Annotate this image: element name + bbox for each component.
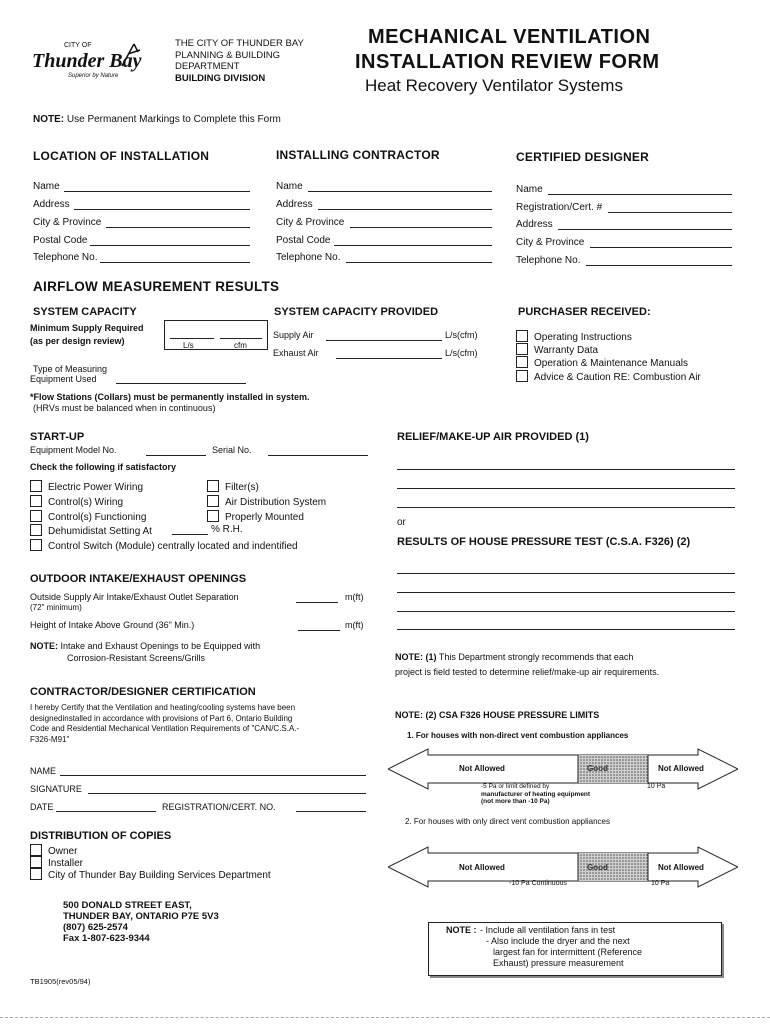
mailing-address: [63, 900, 219, 944]
design-review-label: (as per design review): [30, 336, 125, 346]
contractor-phone-field[interactable]: [346, 262, 492, 263]
relief-line-1[interactable]: [397, 469, 735, 470]
d1-good-label: Good: [587, 764, 608, 773]
distribution-owner[interactable]: Owner: [30, 844, 77, 857]
case2-label: 2. For houses with only direct vent combustion appliances: [405, 817, 610, 826]
airflow-heading: AIRFLOW MEASUREMENT RESULTS: [33, 279, 280, 294]
screens-note-line2: Corrosion-Resistant Screens/Grills: [67, 653, 206, 663]
capacity-provided-heading: SYSTEM CAPACITY PROVIDED: [274, 306, 439, 318]
relief-line-3[interactable]: [397, 507, 735, 508]
designer-city-field[interactable]: [590, 247, 732, 248]
bottom-scan-edge: [0, 1017, 770, 1018]
distribution-city[interactable]: City of Thunder Bay Building Services Department: [30, 868, 271, 881]
permanent-markings-note: NOTE: Use Permanent Markings to Complete this Form: [33, 114, 281, 125]
designer-address-label: Address: [516, 219, 553, 230]
contractor-city-label: City & Province: [276, 217, 345, 228]
screens-note: NOTE: Intake and Exhaust Openings to be Equipped with: [30, 641, 261, 651]
checkbox[interactable]: [207, 495, 219, 507]
d2-not-allowed-right: Not Allowed: [658, 863, 704, 872]
logo-small-text: CITY OF: [64, 42, 92, 49]
cert-name-field[interactable]: [60, 775, 366, 776]
pressure-line-3[interactable]: [397, 611, 735, 612]
certification-heading: CONTRACTOR/DESIGNER CERTIFICATION: [30, 686, 256, 698]
location-city-label: City & Province: [33, 217, 102, 228]
or-label: or: [397, 517, 406, 528]
fans-note-line4: Exhaust) pressure measurement: [493, 958, 624, 968]
form-subtitle: Heat Recovery Ventilator Systems: [365, 76, 623, 95]
d2-low-limit: -10 Pa Continuous: [509, 880, 567, 887]
purchaser-item-manuals[interactable]: Operation & Maintenance Manuals: [516, 356, 688, 369]
checkbox[interactable]: [516, 370, 528, 382]
min-supply-box[interactable]: [164, 320, 268, 350]
startup-heading: START-UP: [30, 431, 85, 443]
checkbox[interactable]: [30, 524, 42, 536]
contractor-address-field[interactable]: [318, 209, 492, 210]
contractor-phone-label: Telephone No.: [276, 252, 341, 263]
form-title-line2: INSTALLATION REVIEW FORM: [355, 51, 660, 73]
exhaust-air-unit: L/s(cfm): [445, 348, 478, 358]
purchaser-item-combustion[interactable]: Advice & Caution RE: Combustion Air: [516, 370, 701, 383]
checkbox[interactable]: [207, 510, 219, 522]
outdoor-heading: OUTDOOR INTAKE/EXHAUST OPENINGS: [30, 573, 247, 585]
supply-air-field[interactable]: [326, 340, 442, 341]
rh-label: % R.H.: [211, 524, 243, 535]
d2-not-allowed-left: Not Allowed: [459, 863, 505, 872]
model-field[interactable]: [146, 455, 206, 456]
note1-line1: NOTE: (1) This Department strongly recommends that each: [395, 652, 634, 662]
exhaust-air-field[interactable]: [336, 358, 442, 359]
min-supply-cfm-field[interactable]: [220, 338, 262, 339]
designer-phone-label: Telephone No.: [516, 255, 581, 266]
cert-line: I hereby Certify that the Ventilation and heating/cooling systems have been: [30, 703, 296, 712]
check-filters[interactable]: Filter(s): [207, 480, 259, 493]
designer-reg-label: Registration/Cert. #: [516, 202, 603, 213]
dept-line: BUILDING DIVISION: [175, 72, 266, 84]
check-control-wiring[interactable]: Control(s) Wiring: [30, 495, 123, 508]
address-line: Fax 1-807-623-9344: [63, 933, 150, 944]
contractor-city-field[interactable]: [350, 227, 492, 228]
fans-note-label: NOTE :: [446, 925, 477, 935]
check-air-distribution[interactable]: Air Distribution System: [207, 495, 326, 508]
d1-not-allowed-right: Not Allowed: [658, 764, 704, 773]
cert-line: F326-M91": [30, 734, 70, 744]
dehumidistat-field[interactable]: [172, 534, 208, 535]
contractor-name-label: Name: [276, 181, 303, 192]
check-electric-wiring[interactable]: Electric Power Wiring: [30, 480, 143, 493]
cert-signature-field[interactable]: [88, 793, 366, 794]
cert-line: Code and Residential Mechanical Ventilation Requirements of "CAN/C.S.A.-: [30, 724, 300, 733]
location-postal-field[interactable]: [90, 245, 250, 246]
check-control-switch[interactable]: Control Switch (Module) centrally located and indentified: [30, 539, 298, 552]
check-dehumidistat[interactable]: Dehumidistat Setting At: [30, 524, 152, 537]
purchaser-item-warranty[interactable]: Warranty Data: [516, 343, 598, 356]
check-properly-mounted[interactable]: Properly Mounted: [207, 510, 304, 523]
designer-city-label: City & Province: [516, 237, 585, 248]
checkbox[interactable]: [207, 480, 219, 492]
fans-note-line2: - Also include the dryer and the next: [486, 936, 630, 946]
location-heading: LOCATION OF INSTALLATION: [33, 149, 210, 163]
address-line: (807) 625-2574: [63, 922, 128, 933]
dept-line: THE CITY OF THUNDER BAY: [175, 38, 304, 49]
logo-tagline: Superior by Nature: [68, 73, 119, 79]
designer-phone-field[interactable]: [586, 265, 732, 266]
location-name-label: Name: [33, 181, 60, 192]
relief-line-2[interactable]: [397, 488, 735, 489]
supply-air-label: Supply Air: [273, 330, 314, 340]
height-unit: m(ft): [345, 620, 364, 630]
checkbox[interactable]: [30, 495, 42, 507]
separation-field[interactable]: [296, 602, 338, 603]
checkbox[interactable]: [30, 480, 42, 492]
designer-heading: CERTIFIED DESIGNER: [516, 150, 649, 164]
height-label: Height of Intake Above Ground (36" Min.): [30, 620, 195, 630]
pressure-test-heading: RESULTS OF HOUSE PRESSURE TEST (C.S.A. F326) (2): [397, 536, 691, 548]
location-phone-label: Telephone No.: [33, 252, 98, 263]
check-control-functioning[interactable]: Control(s) Functioning: [30, 510, 146, 523]
checkbox[interactable]: [516, 330, 528, 342]
designer-name-field[interactable]: [548, 194, 732, 195]
department-block: [175, 38, 304, 84]
relief-heading: RELIEF/MAKE-UP AIR PROVIDED (1): [397, 431, 589, 443]
min-supply-ls-field[interactable]: [170, 338, 214, 339]
location-address-field[interactable]: [74, 209, 250, 210]
system-capacity-heading: SYSTEM CAPACITY: [33, 306, 137, 318]
cert-name-label: NAME: [30, 766, 57, 776]
checkbox[interactable]: [30, 856, 42, 868]
designer-address-field[interactable]: [558, 229, 732, 230]
fans-note-line3: largest fan for intermittent (Reference: [493, 947, 643, 957]
address-line: 500 DONALD STREET EAST,: [63, 900, 192, 911]
pressure-line-1[interactable]: [397, 573, 735, 574]
type-measuring-label: Type of Measuring: [33, 364, 108, 374]
pressure-line-2[interactable]: [397, 592, 735, 593]
serial-field[interactable]: [268, 455, 368, 456]
unit-cfm-label: cfm: [234, 341, 247, 350]
location-postal-label: Postal Code: [33, 235, 88, 246]
distribution-installer[interactable]: Installer: [30, 856, 83, 869]
checkbox[interactable]: [30, 510, 42, 522]
contractor-address-label: Address: [276, 199, 313, 210]
designer-reg-field[interactable]: [608, 212, 732, 213]
check-heading: Check the following if satisfactory: [30, 462, 177, 472]
form-title-line1: MECHANICAL VENTILATION: [368, 26, 651, 48]
note1-line2: project is field tested to determine relief/make-up air requirements.: [395, 667, 660, 677]
pine-tree-icon: [112, 42, 142, 68]
exhaust-air-label: Exhaust Air: [273, 348, 319, 358]
cert-reg-field[interactable]: [296, 811, 366, 812]
separation-min-label: (72" minimum): [30, 603, 82, 612]
dept-line: PLANNING & BUILDING: [175, 49, 281, 61]
contractor-heading: INSTALLING CONTRACTOR: [276, 148, 440, 162]
pressure-line-4[interactable]: [397, 629, 735, 630]
purchaser-heading: PURCHASER RECEIVED:: [518, 306, 651, 318]
location-city-field[interactable]: [106, 227, 250, 228]
separation-unit: m(ft): [345, 592, 364, 602]
d2-high-limit: 10 Pa: [651, 880, 670, 887]
cert-reg-label: REGISTRATION/CERT. NO.: [162, 802, 276, 812]
case1-label: 1. For houses with non-direct vent combustion appliances: [407, 731, 629, 740]
d1-not-allowed-left: Not Allowed: [459, 764, 505, 773]
contractor-name-field[interactable]: [308, 191, 492, 192]
location-address-label: Address: [33, 199, 70, 210]
model-label: Equipment Model No.: [30, 445, 117, 455]
checkbox[interactable]: [30, 868, 42, 880]
contractor-postal-field[interactable]: [334, 245, 492, 246]
cert-signature-label: SIGNATURE: [30, 784, 82, 794]
d1-high-limit: 10 Pa: [647, 783, 666, 790]
cert-date-field[interactable]: [56, 811, 156, 812]
separation-label: Outside Supply Air Intake/Exhaust Outlet Separation: [30, 592, 239, 602]
form-code: TB1905(rev05/94): [30, 977, 91, 986]
distribution-heading: DISTRIBUTION OF COPIES: [30, 830, 172, 842]
note2-heading: NOTE: (2) CSA F326 HOUSE PRESSURE LIMITS: [395, 710, 600, 720]
cert-line: designedinstalled in accordance with provisions of Part 6, Ontario Building: [30, 713, 293, 723]
serial-label: Serial No.: [212, 445, 252, 455]
flow-stations-note: *Flow Stations (Collars) must be permanently installed in system.: [30, 392, 310, 402]
equipment-used-field[interactable]: [116, 383, 246, 384]
location-name-field[interactable]: [64, 191, 250, 192]
height-field[interactable]: [298, 630, 340, 631]
location-phone-field[interactable]: [100, 262, 250, 263]
checkbox[interactable]: [516, 356, 528, 368]
supply-air-unit: L/s(cfm): [445, 330, 478, 340]
fans-note-line1: - Include all ventilation fans in test: [480, 925, 616, 935]
dept-line: DEPARTMENT: [175, 61, 240, 72]
cert-body: [30, 703, 299, 745]
designer-name-label: Name: [516, 184, 543, 195]
cert-date-label: DATE: [30, 802, 54, 812]
d1-low-limit: -5 Pa or limit defined by manufacturer of heating equipment (not more than -10 Pa): [481, 783, 591, 805]
contractor-postal-label: Postal Code: [276, 235, 331, 246]
min-supply-label: Minimum Supply Required: [30, 323, 144, 333]
unit-ls-label: L/s: [183, 341, 194, 350]
checkbox[interactable]: [516, 343, 528, 355]
hrv-balance-note: (HRVs must be balanced when in continuous): [33, 403, 216, 413]
equipment-used-label: Equipment Used: [30, 374, 97, 384]
checkbox[interactable]: [30, 539, 42, 551]
d2-good-label: Good: [587, 863, 608, 872]
purchaser-item-instructions[interactable]: Operating Instructions: [516, 330, 632, 343]
address-line: THUNDER BAY, ONTARIO P7E 5V3: [63, 911, 219, 922]
logo-main-text: Thunder Bay: [32, 50, 142, 72]
city-logo: [30, 42, 168, 82]
checkbox[interactable]: [30, 844, 42, 856]
